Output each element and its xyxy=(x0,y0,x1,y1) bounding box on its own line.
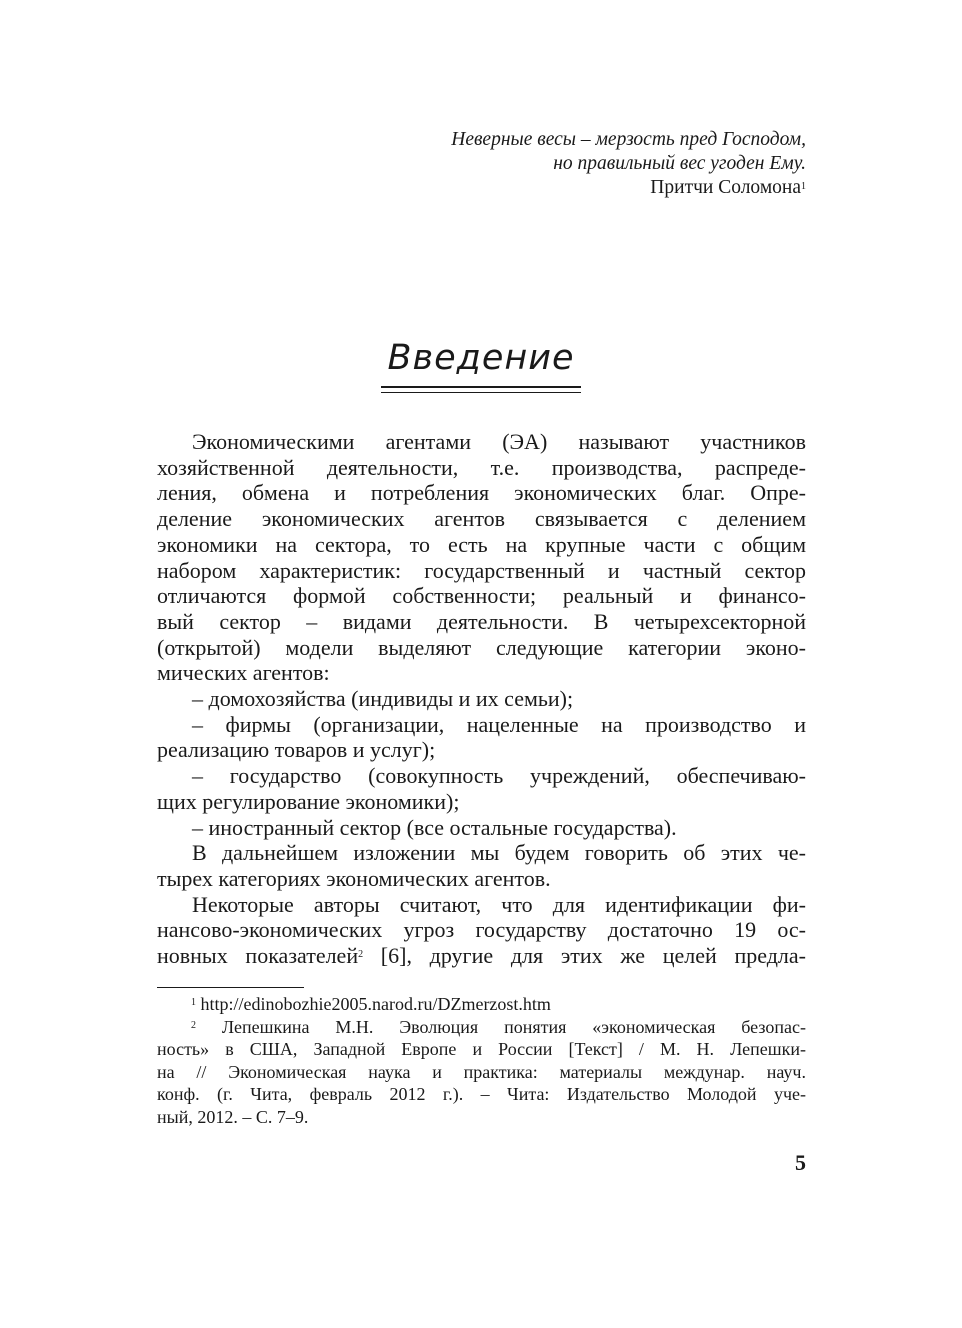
footnote-ref-1[interactable]: 1 xyxy=(801,181,806,192)
body-line: нансово-экономических угроз государству достаточно 19 ос- xyxy=(157,917,806,943)
body-line: щих регулирование экономики); xyxy=(157,788,460,814)
epigraph xyxy=(360,128,806,200)
footnote-1-number: 1 xyxy=(191,997,196,1008)
list-item-households: – домохозяйства (индивиды и их семьи); xyxy=(192,686,574,712)
body-line: Некоторые авторы считают, что для идентификации фи- xyxy=(192,891,806,917)
footnote-2-line: конф. (г. Чита, февраль 2012 г.). – Чита: Издательство Молодой уче- xyxy=(157,1084,806,1104)
footnote-2-line: на // Экономическая наука и практика: материалы междунар. науч. xyxy=(157,1061,806,1082)
footnote-divider xyxy=(157,987,304,988)
epigraph-line-2: но правильный вес угоден Ему. xyxy=(553,153,806,174)
body-line: деление экономических агентов связывается с делением xyxy=(157,506,806,532)
body-line-last xyxy=(157,943,806,969)
footnote-ref-2[interactable]: 2 xyxy=(358,949,364,961)
body-line: реализацию товаров и услуг); xyxy=(157,737,436,763)
body-line: мических агентов: xyxy=(157,660,330,686)
body-line: экономики на сектора, то есть на крупные части с общим xyxy=(157,531,806,557)
list-item-foreign-sector: – иностранный сектор (все остальные государства). xyxy=(192,814,677,840)
footnote-1 xyxy=(157,993,806,1016)
body-line: набором характеристик: государственный и частный сектор xyxy=(157,557,806,583)
footnote-2 xyxy=(157,1016,806,1039)
body-line: (открытой) модели выделяют следующие категории эконо- xyxy=(157,634,806,660)
page-number: 5 xyxy=(795,1150,806,1175)
body-line: вый сектор – видами деятельности. В четырехсекторной xyxy=(157,608,806,634)
body-line: В дальнейшем изложении мы будем говорить об этих че- xyxy=(192,840,806,866)
epigraph-line-1: Неверные весы – мерзость пред Господом, xyxy=(451,129,806,150)
body-line: отличаются формой собственности; реальный и финансо- xyxy=(157,583,806,609)
footnote-2-line: ность» в США, Западной Европе и России [Текст] / М. Н. Лепешки- xyxy=(157,1039,806,1059)
footnote-2-line: Лепешкина М.Н. Эволюция понятия «экономическая безопас- xyxy=(221,1016,807,1037)
footnote-2-line: ный, 2012. – С. 7–9. xyxy=(157,1106,309,1127)
epigraph-source-text: Притчи Соломона xyxy=(650,177,801,198)
heading-container xyxy=(0,338,962,388)
epigraph-source xyxy=(360,176,806,200)
list-item-firms: – фирмы (организации, нацеленные на производство и xyxy=(192,711,806,737)
footnote-1-link[interactable]: http://edinobozhie2005.narod.ru/DZmerzost.htm xyxy=(200,994,551,1014)
body-line: тырех категориях экономических агентов. xyxy=(157,865,551,891)
body-line-tail: [6], другие для этих же целей предла- xyxy=(363,943,806,969)
chapter-heading: Введение xyxy=(381,338,580,388)
body-line: ления, обмена и потребления экономических благ. Опре- xyxy=(157,480,806,506)
body-line-start: новных показателей xyxy=(157,943,359,969)
body-line: Экономическими агентами (ЭА) называют участников xyxy=(192,429,806,454)
body-line: хозяйственной деятельности, т.е. производства, распреде- xyxy=(157,454,806,480)
body-text xyxy=(157,429,806,969)
list-item-government: – государство (совокупность учреждений, обеспечиваю- xyxy=(192,763,806,789)
footnotes xyxy=(157,993,806,1128)
footnote-2-number: 2 xyxy=(191,1019,196,1031)
